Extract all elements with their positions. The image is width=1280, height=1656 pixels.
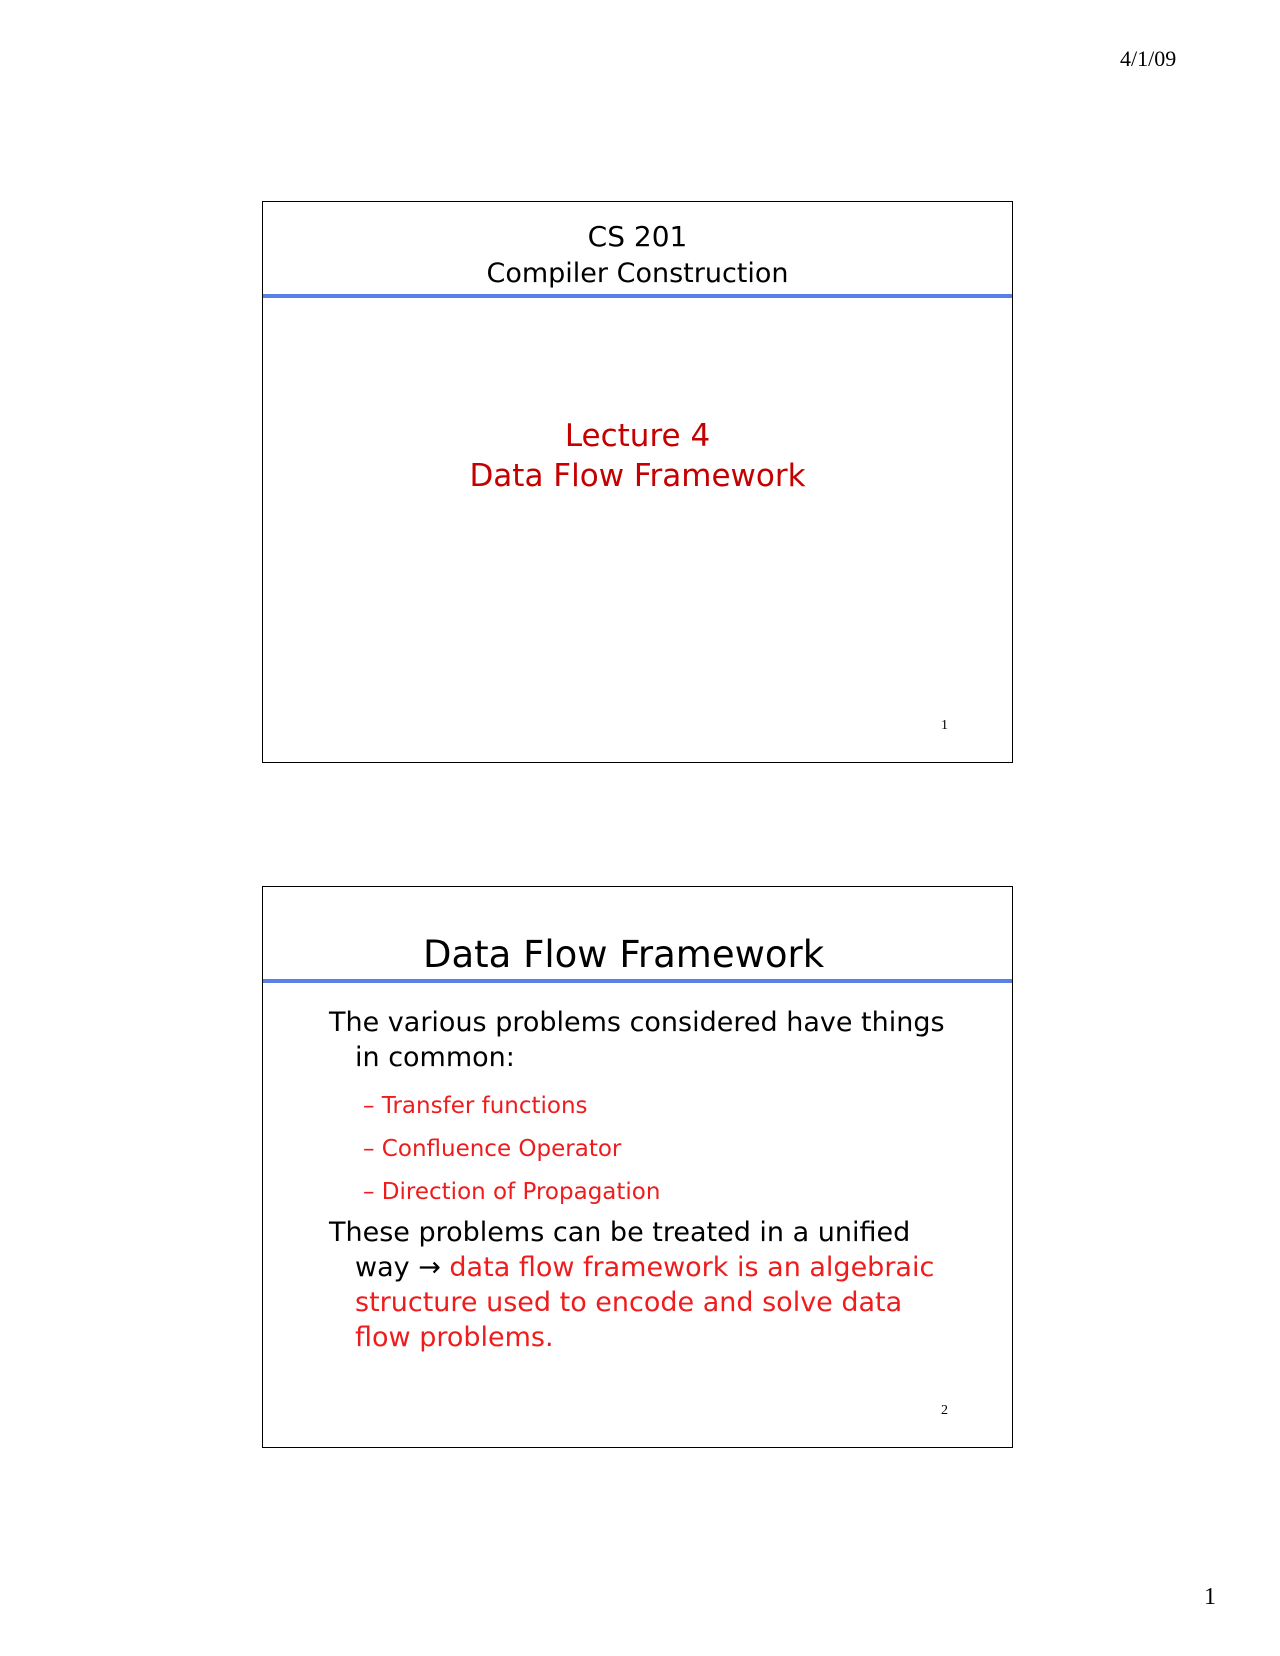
bullet-item: – Confluence Operator: [363, 1136, 622, 1162]
slide-number: 1: [941, 718, 948, 733]
paragraph-line: in common:: [355, 1042, 515, 1073]
bullet-list: [363, 1085, 660, 1214]
slide-title: Data Flow Framework: [423, 933, 825, 976]
summary-paragraph: [329, 1215, 969, 1355]
lecture-title: Data Flow Framework: [469, 458, 806, 494]
definition-text: data flow framework is an algebraic: [449, 1252, 935, 1283]
way-text: way: [355, 1252, 410, 1283]
bullet-item: – Transfer functions: [363, 1093, 588, 1119]
course-code: CS 201: [587, 220, 688, 253]
lecture-number: Lecture 4: [564, 418, 711, 454]
paragraph-line: These problems can be treated in a unified: [329, 1217, 911, 1248]
title-rule: [263, 294, 1012, 298]
course-title: Compiler Construction: [486, 258, 789, 289]
bullet-item: – Direction of Propagation: [363, 1179, 661, 1205]
slide-2: [262, 886, 1013, 1448]
title-rule: [263, 979, 1012, 983]
definition-text: structure used to encode and solve data: [355, 1287, 903, 1318]
paragraph-line: [329, 1250, 969, 1285]
page-date: 4/1/09: [1120, 46, 1177, 71]
slide-1: [262, 201, 1013, 763]
intro-paragraph: [329, 1005, 969, 1075]
paragraph-line: The various problems considered have things: [329, 1007, 945, 1038]
arrow-icon: →: [418, 1252, 441, 1283]
page-number: 1: [1204, 1584, 1216, 1610]
definition-text: flow problems.: [355, 1322, 554, 1353]
slide-number: 2: [941, 1403, 948, 1418]
